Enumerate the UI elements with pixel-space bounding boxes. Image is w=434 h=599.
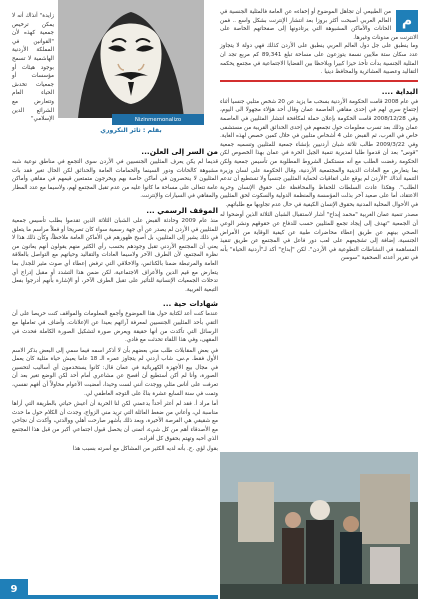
section-paragraph: أما مراد أ. فقد لم أعثر أحداً يدعمني لكن لنا الحرية أن أعيش حياتي بالطريقة التي أراها مناسبة لي، وأعاني من ضغط العائلة التي تريد مني الزواج، وجدت أن الكلام حول ما حدث مع شقيقي هي الفرصة الأخيرة، وبعد ذلك بأشهر صارحت أهلي ووالدتي، وأكدت أن نجاحي مع الأصدقاء أهم من كل شيء، أتمنى أن يحصل قبول اجتماعي أكبر من قبل هذا المجتمع الذي أحبه وتهتم بحقوق كل أفراده. <box>12 401 218 442</box>
page-number-text: 9 <box>10 583 18 595</box>
byline-text: بقلم : ثائر النكروري <box>100 127 162 134</box>
section-paragraph: منذ عام 2009 وحادثة القبض على الشبان الثلاثة الذين تقدموا بطلب تأسيس جمعية للمثليين في الأردن لم يصدر عن أي جهة رسمية سواء كان تصريحا أو فعلاً مراسم ما يتعلق في ذلك يشير إلى المثليين، بل أصبح ظهورهم في الأماكن العامة ملاحظاً، وكأن ذلك هذا لا يعني أن المجتمع الأردني تقبل وجودهم بحسب رأي الكثير منهم يقولون أنهم يعانون من نظرة المجتمع، لأن الطرف الآخر ولاسيما العادات والتقاليد وحياتهم مع التواصل بالعلاقة العامة والمرتبطة ضمنا بالكنائس، والاخلاقي التي ترفض إعطاء أي صوت مثير للجدل بما يتعارض مع قيم الدين والأعراف الاجتماعية، لكن ضمن هذا التشدد أو مقبل إدراج أي تدخلات الجمعيات الإنسانية للتأثير على تقبل الطرف الآخر، أو الإشارة بأنهم أدرجوا بفعل التبعية الغربية. <box>12 217 218 293</box>
intro-paragraph: من الطبيعي أن تجاهل الموضوع أو إخفاءه عن العامة فالمثلية الجنسية في العالم العربي أصبحت أكثر بروزا بعد انتشار الإنترنت بشكل واسع .. فمن الحانات والأماكن المشبوهة التي يرتادونها إلى صفحاتهم الخاصة على الانترنت من مدونات وغيرها. <box>220 9 418 41</box>
section-paragraph: عندما كنت أعد لكتابة حول هذا الموضوع وأجمع المعلومات والمواقف كنت حريصا على أن التقي بأحد المثليين الجنسيين لمعرفة آرائهم بعيدا عن الإعلانات، وأضاف في تعاملها مع الرسائل التي تأكدت من أنها حقيقة ويعرض صورة لتشكيل الصورة الكاملة فحدث في المقهى، وفي هذا اللقاء تحدثت مع فادي. <box>12 311 218 344</box>
footer-bar <box>28 595 218 599</box>
left-column <box>12 142 218 454</box>
section-divider <box>220 80 418 82</box>
section-title-testimonies: شهادات حية ... <box>162 299 218 309</box>
drop-cap: م <box>396 10 418 32</box>
left-top-paragraph: زايدة" أنذاك أنه لا يمكن ترخيص جمعية كهذه لأن "القوانين في المملكة الأردنية الهاشمية لا تسمح بوجود هيئات أو مؤسسات أو جمعيات تخدش الحياء العام وتتعارض مع الشرائع الدين الإسلامي" <box>12 13 54 123</box>
section-paragraph: قديما لم يكن يعرف المثليين الجنسيين في الأردن سوى التجمع في مناطق نوعية شبه مشبوهة كالحانات ودور السينما والحمامات العامة والحدائق لكن الحال تغير فقد بات المثليون لا ينحصرون في أماكن خاصة بهم ويخرجون متمتعين قيمهم في مقاهي وأماكن عامة تتعالى على مساحة ما كانوا عليه من عدم تقبل المجتمع لهم، ولاسيما مع عدد المطار والمقاهي في السيارات والإنترنت. <box>12 159 218 200</box>
street-photo <box>220 452 418 599</box>
section-paragraph: في بعض المقابلات طلب مني بعضهم بأن لا أذكر اسمه فيما سمي إلى البعض بذكر الاسم الأول فقط. م.س. شاب أردني لم يتجاوز عمره الـ 18 عاما يعيش حياة مثلية كان يعمل في مجال بيع الأجهزة الكهربائية في عمان قال: كانوا يستخدمون أي أساليب لتحسين الصورة، وأنا لم أكن أستطيع أن أفصح عن مشاعري أمام أحد لكن الوضع تغير بعد أن تعرفت على أناس مثلي ووجدت أنني لست وحيدا، أمضيت الأعوام محاولاً أن أفهم نفسي، وتمت في سنة السابع عشرة بناءً على التوجه العاطفي لي. <box>12 347 218 397</box>
mask-illustration <box>58 0 204 118</box>
right-column <box>220 8 418 263</box>
body-paragraph: مصدر تنمية عمان الغربية "محمد إبداح" أشار لاستقبال الشبان الثلاثة الذين أوضحوا له أن الجمعية "تهدف إلى إيجاد تجمع للمثليين حسب للدفاع عن حقوقهم ونشر الوعي الصحي بينهم عن طريق إعطاء محاضرات طبية عن كيفية الوقاية من الأمراض الجنسية، إضافة إلى تشجيعهم على لعب دور فاعل في المجتمع عن طريق تنفيذ المساهمة في النشاطات التطوعية في الأردن". لكن "إبداح" أكد لـ"أردنية الحياة" بأنه في تقرير أعدته الصحفية "سوسن <box>220 212 418 262</box>
anonymous-mask-photo <box>58 0 204 118</box>
street-scene-illustration <box>220 452 418 599</box>
section-paragraph: بقول لؤي .ح. بأنه لديه الكثير من المشاكل مع أسرته بسبب هذا <box>72 446 218 453</box>
section-title-official-position: الموقف الرسمي ... <box>146 205 218 215</box>
author-byline <box>58 127 204 138</box>
section-title-secret-to-public: من السر إلى العلن... <box>141 147 218 156</box>
body-paragraph: في عام 2008 قامت الحكومة الأردنية بسحب ما يزيد عن 20 شخص متلبي جنسيا أثناء إجتماعٍ سري لهم في إحدى مقاهي العاصمة عمان وقال أحد هؤلاء مجهولا الى اليوم، وفي 2008/12/28 قامت الحكومة بإعلان حملة لمكافحة انتشار المثليين في العاصمة عمان وذلك بعد تسرب معلومات حول تجمعهم في إحدى الحدائق القريبة من مستشفى خاص في الغرب، ثم القبض على 4 أشخاص متلبين في خلال كمين خصص لهذه الغاية. وفي 2009/3/22 طالب ثلاثة شبان أردنيين بإنشاء جمعية للمثليين وتسميه جمعية "قوس" بعد أن قدموا طلبا لمديرية تنمية الجيل الحرة في عمان بهذا الخصوص لكن الحكومة رفضت الطلب مع أنه مستكمل الشروط المطلوبة من تأسيس جمعية ولكن بما يتعارض مع العادات الدينية والمجتمعية الأردنية، وقال الحكومة على لسان وزيرة التنمية أنذاك "الأردن لم يوقع على اتفاقيات لحماية المثليين جنسياً ولا تستطيع أن تدعم الطلب". وهكذا عادت السلطات للحفاظ والمحافظة على حقوق الإنسان وحرية الاعتقاد، أما على صعيد آخر بذلت المؤسسة والمنظمة الدولية والسكوت لحق المثليين في الأحوال المحلية المدنية بحقوق الإنسان الكيفية في حال عدم تجاوبها مع طلباتهم. <box>220 98 419 208</box>
image-caption <box>112 114 204 125</box>
caption-text: Nizinmemonalizo <box>134 116 182 123</box>
body-paragraph: وما ينطبق على جل دول العالم العربي ينطبق على الأردن كذلك فهي دولة لا يتجاوز عدد سكان ستة ملايين نسمة يتوزعون على مساحة تبلغ 89,341 كم مربع تجد ان المثلية الجنسية بدأت تأخذ حيزا كبيرا وبلاحظا بين القضايا الاجتماعية في مجتمع يحكمه التقاليد وعصبية العشائرية والمحافظ دينيا . <box>220 43 419 76</box>
left-top-text-block <box>12 12 54 124</box>
intro-block <box>220 8 418 42</box>
page-number <box>0 579 28 599</box>
section-title-beginning: البداية .... <box>381 86 418 96</box>
